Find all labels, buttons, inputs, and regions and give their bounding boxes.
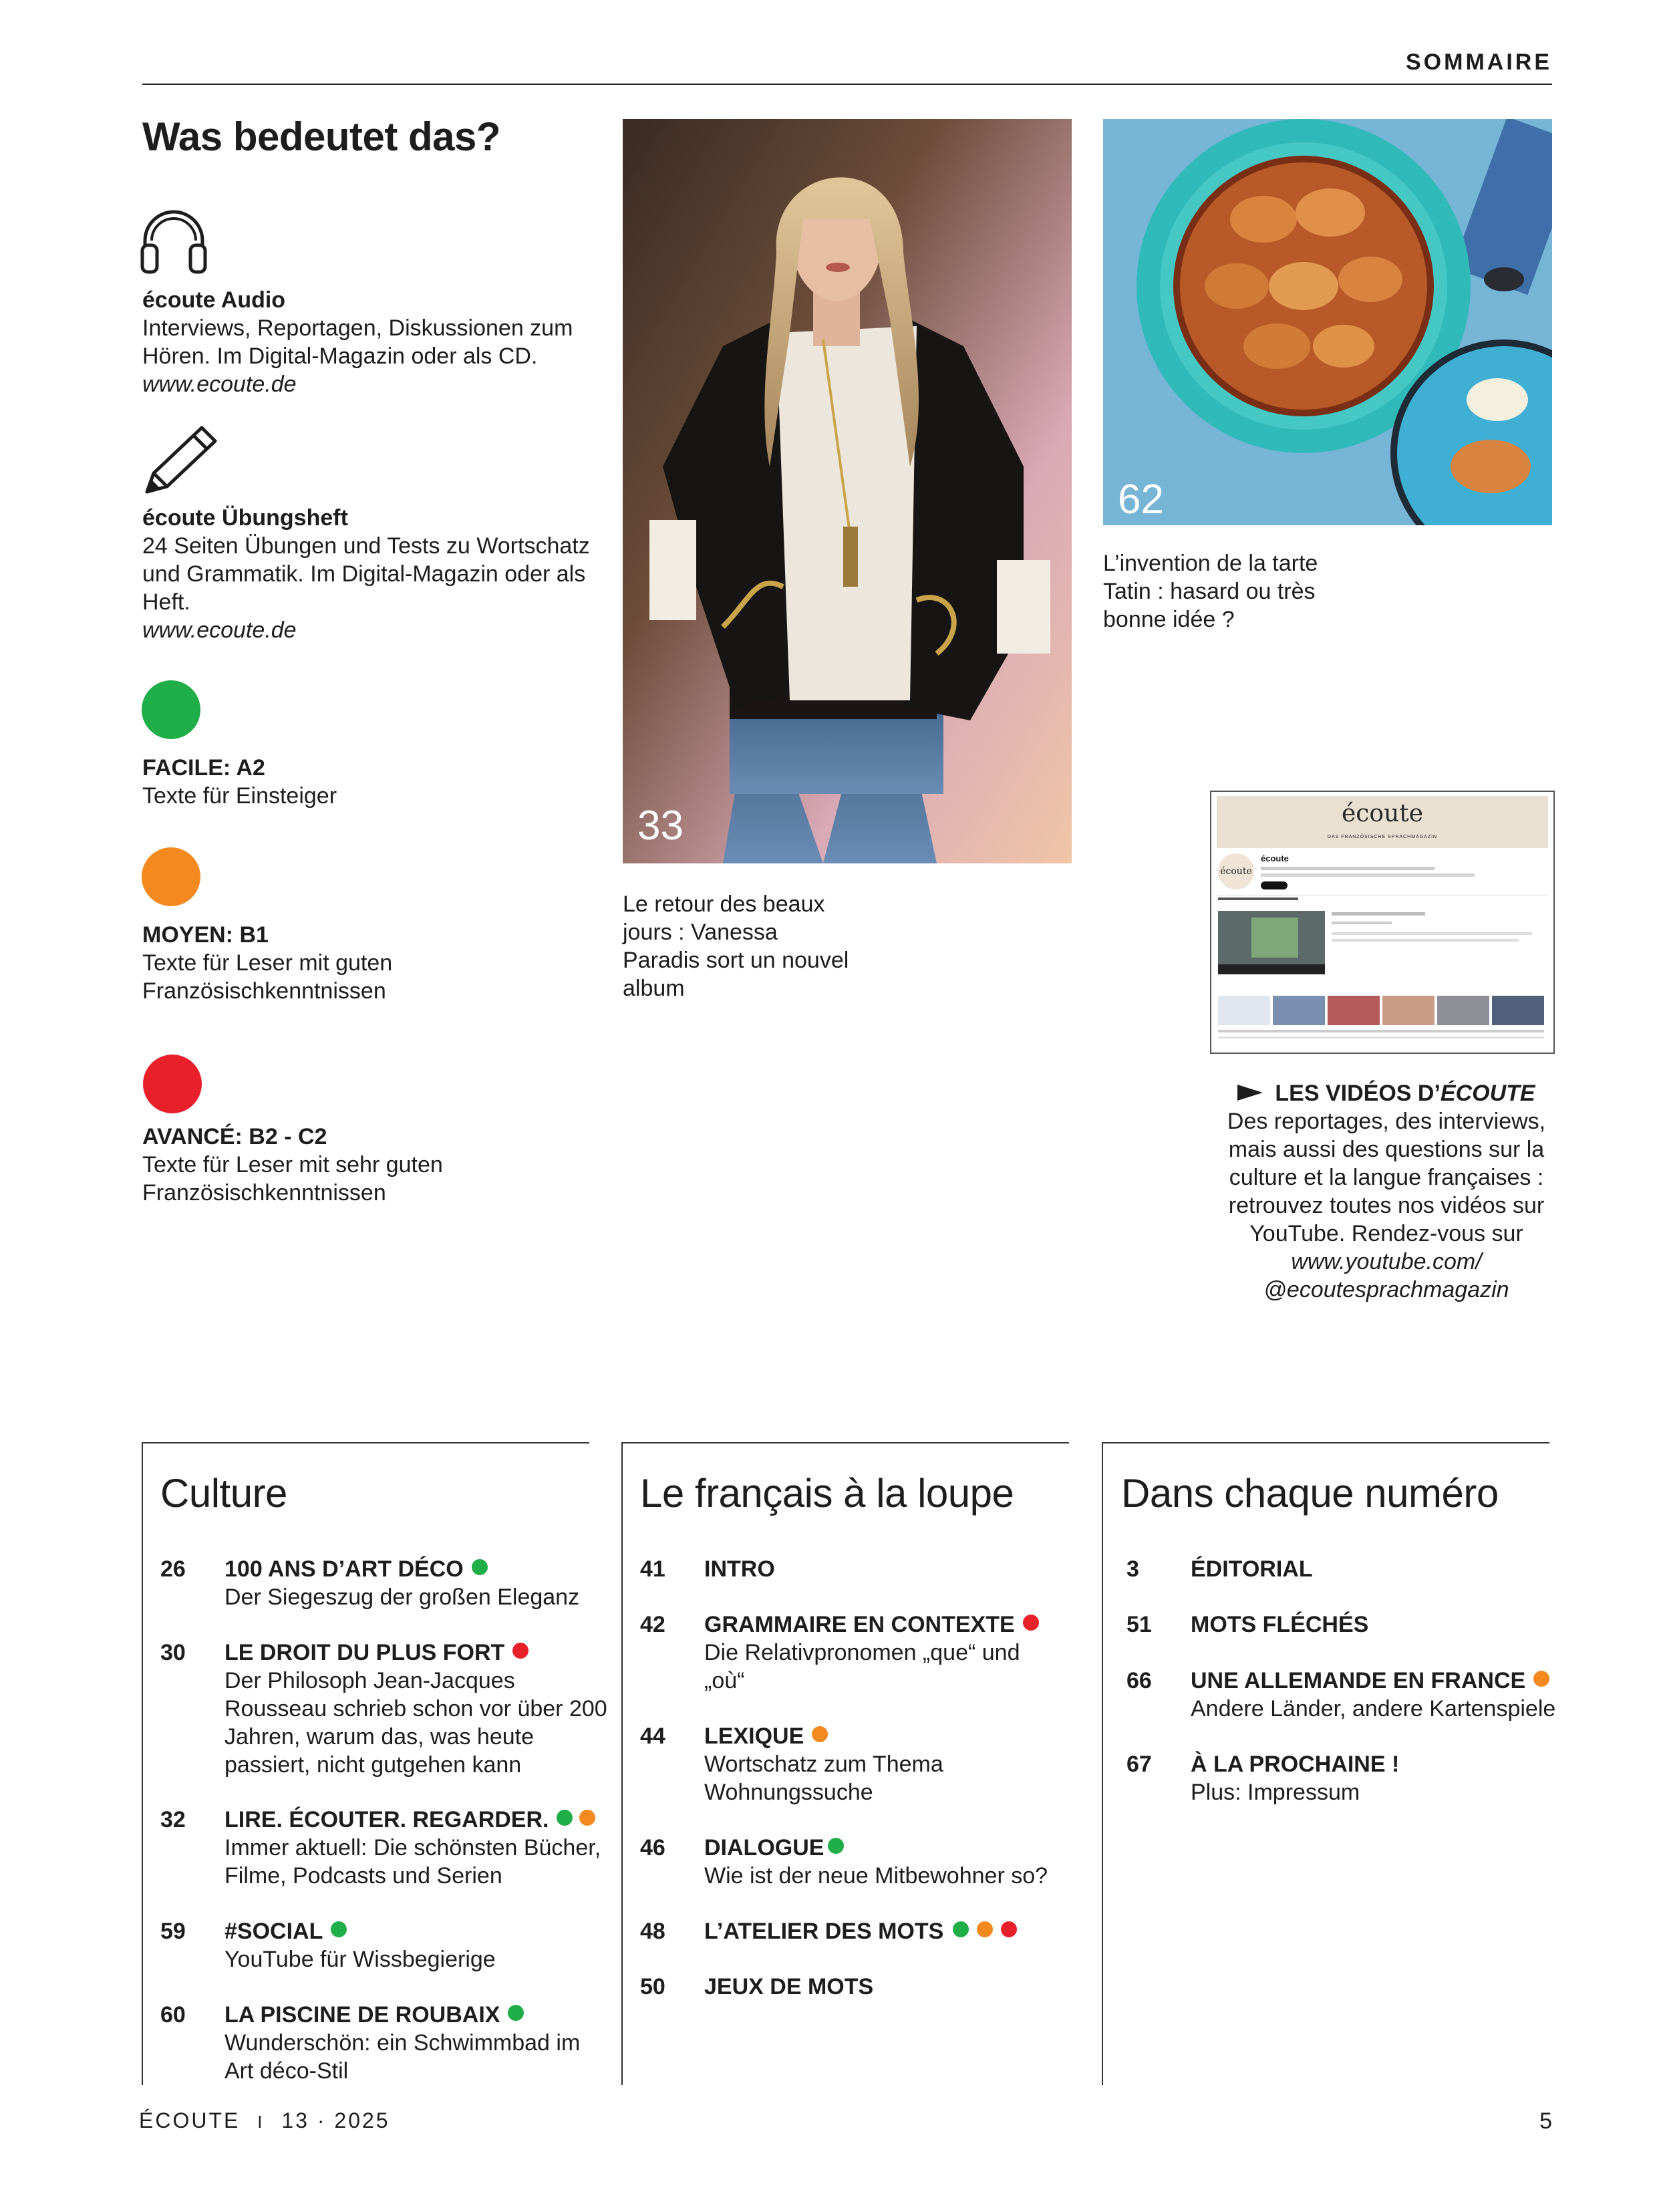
level-dot-medium — [1533, 1671, 1549, 1687]
videos-heading-text: LES VIDÉOS D’ — [1275, 1081, 1441, 1106]
footer-magazine: ÉCOUTE — [139, 2108, 241, 2132]
toc-item-title: LE DROIT DU PLUS FORT — [224, 1640, 505, 1665]
youtube-video-thumb[interactable] — [1218, 996, 1270, 1025]
level-dot-advanced — [512, 1643, 529, 1659]
feature-photo-tart-page: 62 — [1118, 476, 1164, 523]
legend-audio-url[interactable]: www.ecoute.de — [142, 372, 297, 397]
legend-audio-text: Interviews, Reportagen, Diskussionen zum Hören. Im Digital-Magazin oder als CD. — [142, 315, 573, 369]
level-advanced — [142, 1123, 610, 1207]
youtube-channel-avatar: écoute — [1218, 853, 1254, 889]
level-dot-medium — [977, 1921, 993, 1937]
toc-item-page: 41 — [640, 1556, 665, 1582]
youtube-video-thumb[interactable] — [1492, 996, 1544, 1025]
toc-item[interactable] — [640, 1611, 1068, 1695]
youtube-channel-preview[interactable] — [1210, 791, 1555, 1054]
level-dot-easy — [953, 1921, 969, 1937]
toc-item[interactable] — [640, 1722, 1068, 1806]
youtube-featured-title — [1332, 912, 1425, 916]
toc-item-subtitle: Der Philosoph Jean-Jacques Rousseau schrieb schon vor über 200 Jahren, warum das, was heute passiert, nicht gutgehen kann — [224, 1668, 607, 1778]
level-medium — [142, 921, 610, 1005]
toc-item-title: DIALOGUE — [704, 1835, 824, 1860]
toc-item-title: LEXIQUE — [704, 1723, 804, 1749]
toc-item-subtitle: Andere Länder, andere Kartenspiele — [1191, 1696, 1556, 1721]
headphones-icon — [137, 204, 210, 277]
footer-issue-number: 13 · 2025 — [281, 2108, 390, 2132]
toc-item-subtitle: Die Relativpronomen „que“ und „où“ — [704, 1640, 1020, 1693]
toc-item-title: UNE ALLEMANDE EN FRANCE — [1191, 1668, 1526, 1693]
section-label: SOMMAIRE — [1406, 49, 1552, 75]
toc-item-subtitle: Der Siegeszug der großen Eleganz — [224, 1584, 580, 1610]
feature-photo-portrait[interactable] — [623, 119, 1072, 863]
toc-item[interactable] — [160, 1806, 621, 1890]
youtube-video-thumb[interactable] — [1437, 996, 1489, 1025]
toc-item-title: LA PISCINE DE ROUBAIX — [224, 2002, 500, 2028]
toc-item-page: 67 — [1126, 1752, 1152, 1777]
toc-item[interactable] — [1126, 1555, 1581, 1583]
youtube-featured-desc2 — [1332, 939, 1519, 942]
youtube-tabs[interactable] — [1218, 897, 1298, 900]
toc-item-subtitle: YouTube für Wissbegierige — [224, 1947, 496, 1972]
level-dot-easy — [331, 1921, 347, 1937]
youtube-video-titles — [1218, 1030, 1544, 1032]
toc-item-subtitle: Immer aktuell: Die schönsten Bücher, Filme, Podcasts und Serien — [224, 1835, 601, 1889]
toc-item[interactable] — [160, 1917, 621, 1973]
toc-item-page: 44 — [640, 1723, 665, 1749]
youtube-banner-logo: écoute — [1341, 800, 1424, 827]
toc-item-subtitle: Plus: Impressum — [1191, 1780, 1360, 1805]
youtube-video-thumb[interactable] — [1328, 996, 1380, 1025]
youtube-channel-name: écoute — [1261, 853, 1289, 863]
toc-item-subtitle: Wunderschön: ein Schwimmbad im Art déco-Stil — [224, 2030, 581, 2084]
youtube-channel-desc — [1261, 873, 1475, 877]
feature-photo-tart[interactable] — [1103, 119, 1552, 525]
toc-item-page: 51 — [1126, 1612, 1152, 1637]
videos-url-2[interactable]: @ecoutesprachmagazin — [1263, 1277, 1509, 1302]
level-dot-easy — [142, 680, 200, 739]
videos-text: Des reportages, des interviews, mais aussi des questions sur la culture et la langue françaises : retrouvez toutes nos vidéos sur YouTube. Rendez-vous sur — [1227, 1109, 1546, 1246]
level-dot-advanced — [1023, 1615, 1039, 1631]
youtube-featured-video[interactable] — [1218, 911, 1325, 974]
page-number: 5 — [1539, 2108, 1552, 2134]
level-dot-medium — [142, 847, 200, 906]
toc-item-page: 30 — [160, 1640, 186, 1665]
toc-item-page: 42 — [640, 1612, 665, 1637]
youtube-banner-tagline: DAS FRANZÖSISCHE SPRACHMAGAZIN — [1327, 835, 1438, 839]
toc-title-loupe: Le français à la loupe — [640, 1471, 1014, 1516]
toc-item[interactable] — [640, 1555, 1101, 1583]
toc-item[interactable] — [160, 1639, 621, 1779]
toc-item-title: L’ATELIER DES MOTS — [704, 1919, 944, 1944]
toc-item-page: 32 — [160, 1807, 186, 1832]
toc-item-title: JEUX DE MOTS — [704, 1974, 874, 1999]
legend-workbook-url[interactable]: www.ecoute.de — [142, 617, 297, 643]
toc-item[interactable] — [160, 2001, 621, 2085]
youtube-subscribe-button[interactable] — [1261, 881, 1288, 889]
toc-item[interactable] — [640, 1834, 1101, 1890]
level-dot-easy — [472, 1559, 488, 1575]
toc-item-page: 59 — [160, 1919, 186, 1944]
toc-item-page: 48 — [640, 1919, 665, 1944]
toc-item[interactable] — [1126, 1750, 1581, 1806]
toc-item[interactable] — [1126, 1667, 1581, 1723]
level-dot-easy — [557, 1810, 573, 1826]
youtube-video-thumb[interactable] — [1273, 996, 1325, 1025]
footer-issue — [139, 2108, 390, 2133]
level-advanced-text: Texte für Leser mit sehr guten Französischkenntnissen — [142, 1152, 443, 1206]
videos-promo — [1203, 1079, 1570, 1304]
toc-item[interactable] — [640, 1973, 1101, 2001]
level-medium-text: Texte für Leser mit guten Französischkenntnissen — [142, 950, 393, 1004]
toc-item-title: GRAMMAIRE EN CONTEXTE — [704, 1612, 1015, 1637]
level-advanced-label: AVANCÉ: B2 - C2 — [142, 1124, 327, 1149]
toc-item-page: 3 — [1126, 1556, 1139, 1582]
level-dot-medium — [579, 1810, 595, 1826]
toc-item-page: 26 — [160, 1556, 186, 1582]
toc-title-culture: Culture — [160, 1471, 287, 1516]
youtube-channel-meta — [1261, 867, 1435, 870]
toc-item-page: 60 — [160, 2002, 186, 2028]
youtube-video-thumb[interactable] — [1382, 996, 1435, 1025]
footer-separator: I — [257, 2112, 265, 2132]
toc-item-title: #SOCIAL — [224, 1919, 323, 1944]
toc-item-title: 100 ANS D’ART DÉCO — [224, 1556, 464, 1582]
toc-item-subtitle: Wie ist der neue Mitbewohner so? — [704, 1863, 1048, 1889]
level-easy-label: FACILE: A2 — [142, 755, 265, 781]
legend-workbook-text: 24 Seiten Übungen und Tests zu Wortschatz und Grammatik. Im Digital-Magazin oder als Heft. — [142, 533, 590, 615]
toc-item-title: INTRO — [704, 1556, 775, 1582]
level-dot-advanced — [1001, 1921, 1017, 1937]
legend-workbook — [142, 504, 610, 644]
videos-heading-brand: ÉCOUTE — [1440, 1081, 1535, 1106]
feature-caption-tart: L’invention de la tarte Tatin : hasard ou très bonne idée ? — [1103, 551, 1318, 632]
level-dot-advanced — [143, 1055, 202, 1113]
toc-item-subtitle: Wortschatz zum Thema Wohnungssuche — [704, 1752, 943, 1805]
toc-item[interactable] — [1126, 1611, 1581, 1639]
toc-item[interactable] — [640, 1917, 1101, 1945]
legend-title: Was bedeutet das? — [142, 114, 501, 159]
level-dot-easy — [508, 2005, 524, 2021]
legend-workbook-title: écoute Übungsheft — [142, 505, 348, 531]
level-easy — [142, 754, 610, 810]
level-dot-medium — [812, 1726, 828, 1742]
toc-item-page: 46 — [640, 1835, 665, 1860]
feature-caption-portrait: Le retour des beaux jours : Vanessa Paradis sort un nouvel album — [623, 891, 849, 1001]
play-arrow-icon — [1237, 1083, 1264, 1102]
level-dot-easy — [828, 1838, 844, 1854]
toc-item-title: ÉDITORIAL — [1191, 1556, 1313, 1582]
level-medium-label: MOYEN: B1 — [142, 922, 269, 948]
youtube-featured-desc — [1332, 932, 1532, 935]
youtube-featured-meta — [1332, 922, 1392, 924]
feature-photo-portrait-page: 33 — [637, 803, 684, 849]
youtube-banner — [1217, 796, 1548, 848]
videos-heading — [1203, 1079, 1570, 1107]
videos-url-1[interactable]: www.youtube.com/ — [1291, 1249, 1482, 1274]
legend-audio-title: écoute Audio — [142, 287, 286, 313]
pencil-icon — [140, 425, 220, 499]
toc-item[interactable] — [160, 1555, 621, 1611]
toc-item-title: MOTS FLÉCHÉS — [1191, 1612, 1369, 1637]
legend-audio — [142, 286, 610, 398]
header-rule — [142, 84, 1552, 85]
toc-item-page: 50 — [640, 1974, 665, 1999]
toc-item-title: À LA PROCHAINE ! — [1191, 1752, 1400, 1777]
toc-title-regular: Dans chaque numéro — [1121, 1471, 1499, 1516]
toc-item-page: 66 — [1126, 1668, 1152, 1693]
toc-item-title: LIRE. ÉCOUTER. REGARDER. — [224, 1807, 549, 1832]
level-easy-text: Texte für Einsteiger — [142, 783, 337, 809]
youtube-video-meta — [1218, 1036, 1544, 1039]
